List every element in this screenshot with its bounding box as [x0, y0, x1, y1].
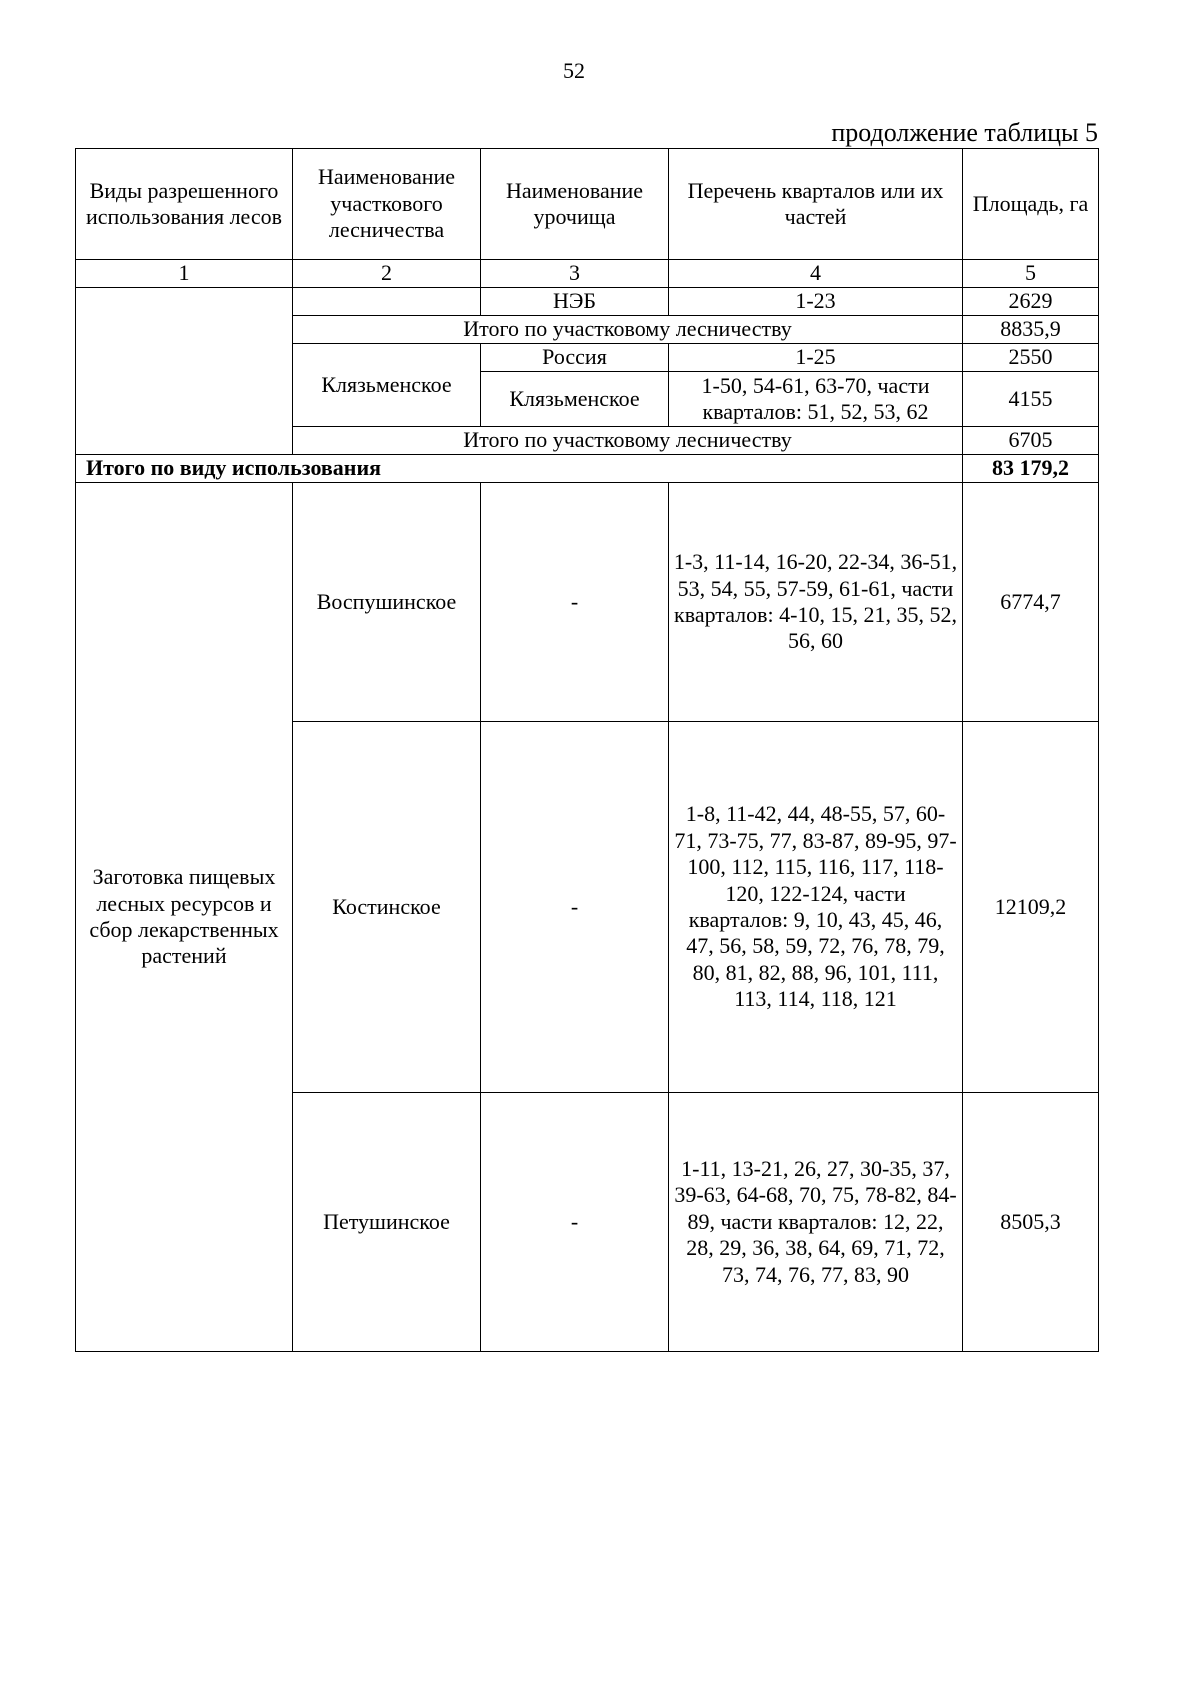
area-cell: 2550 — [963, 344, 1099, 372]
tract-cell: - — [481, 483, 669, 722]
column-number: 5 — [963, 260, 1099, 288]
header-area: Площадь, га — [963, 149, 1099, 260]
quarters-cell: 1-11, 13-21, 26, 27, 30-35, 37, 39-63, 64-68, 70, 75, 78-82, 84-89, части кварталов: 12, 22, 28, 29, 36, 38, 64, 69, 71, 72, 73, 74, 76, 77, 83, 90 — [669, 1093, 963, 1352]
tract-cell: НЭБ — [481, 288, 669, 316]
quarters-cell: 1-8, 11-42, 44, 48-55, 57, 60-71, 73-75, 77, 83-87, 89-95, 97-100, 112, 115, 116, 117, 118-120, 122-124, части кварталов: 9, 10, 43, 45, 46, 47, 56, 58, 59, 72, 76, 78, 79, 80, 81, 82, 88, 96, 101, 111, 113, 114, 118, 121 — [669, 722, 963, 1093]
table-continuation-label: продолжение таблицы 5 — [831, 118, 1098, 147]
column-number: 1 — [76, 260, 293, 288]
table-header-row — [76, 149, 1099, 260]
forestry-cell: Петушинское — [293, 1093, 481, 1352]
usage-total-row — [76, 455, 1099, 483]
tract-cell: Клязьменское — [481, 372, 669, 427]
usage-type-cell-empty — [76, 288, 293, 455]
forestry-cell-empty — [293, 288, 481, 316]
quarters-cell: 1-50, 54-61, 63-70, части кварталов: 51, 52, 53, 62 — [669, 372, 963, 427]
area-cell: 12109,2 — [963, 722, 1099, 1093]
quarters-cell: 1-25 — [669, 344, 963, 372]
page-number: 52 — [563, 58, 585, 83]
subtotal-label: Итого по участковому лесничеству — [293, 427, 963, 455]
column-number: 2 — [293, 260, 481, 288]
tract-cell: Россия — [481, 344, 669, 372]
column-number-row — [76, 260, 1099, 288]
column-number: 4 — [669, 260, 963, 288]
header-usage-type: Виды разрешенного использования лесов — [76, 149, 293, 260]
subtotal-area: 8835,9 — [963, 316, 1099, 344]
subtotal-area: 6705 — [963, 427, 1099, 455]
forest-use-table — [75, 148, 1099, 1352]
quarters-cell: 1-23 — [669, 288, 963, 316]
area-cell: 6774,7 — [963, 483, 1099, 722]
forestry-cell: Клязьменское — [293, 344, 481, 427]
tract-cell: - — [481, 1093, 669, 1352]
subtotal-label: Итого по участковому лесничеству — [293, 316, 963, 344]
table-row — [76, 288, 1099, 316]
usage-type-cell: Заготовка пищевых лесных ресурсов и сбор лекарственных растений — [76, 483, 293, 1352]
forestry-cell: Костинское — [293, 722, 481, 1093]
tract-cell: - — [481, 722, 669, 1093]
header-quarters: Перечень кварталов или их частей — [669, 149, 963, 260]
table-row — [76, 483, 1099, 722]
area-cell: 8505,3 — [963, 1093, 1099, 1352]
usage-total-area: 83 179,2 — [963, 455, 1099, 483]
column-number: 3 — [481, 260, 669, 288]
area-cell: 2629 — [963, 288, 1099, 316]
quarters-cell: 1-3, 11-14, 16-20, 22-34, 36-51, 53, 54, 55, 57-59, 61-61, части кварталов: 4-10, 15, 21, 35, 52, 56, 60 — [669, 483, 963, 722]
area-cell: 4155 — [963, 372, 1099, 427]
header-tract: Наименование урочища — [481, 149, 669, 260]
forestry-cell: Воспушинское — [293, 483, 481, 722]
header-forestry: Наименование участкового лесничества — [293, 149, 481, 260]
usage-total-label: Итого по виду использования — [76, 455, 963, 483]
